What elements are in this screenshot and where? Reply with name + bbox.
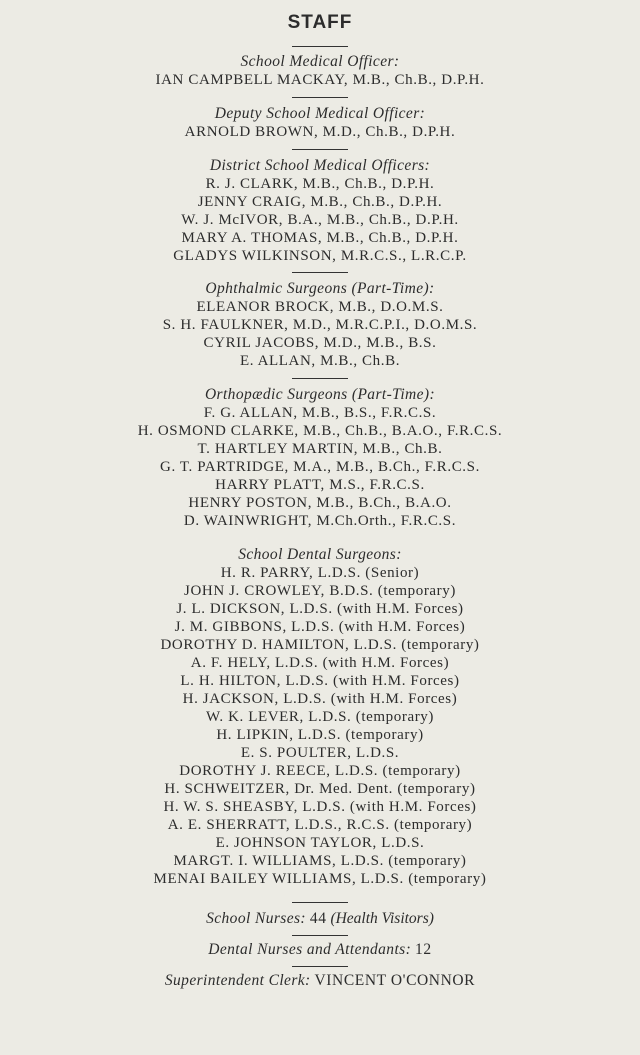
section-school-medical-officer: [0, 53, 640, 89]
section-heading: School Medical Officer:: [240, 53, 400, 70]
staff-entry: MENAI BAILEY WILLIAMS, L.D.S. (temporary): [153, 871, 487, 887]
staff-entry: HARRY PLATT, M.S., F.R.C.S.: [215, 477, 425, 493]
staff-entry: J. L. DICKSON, L.D.S. (with H.M. Forces): [176, 601, 464, 617]
divider: [292, 97, 348, 98]
divider: [292, 966, 348, 967]
school-nurses-label: School Nurses:: [206, 910, 306, 927]
staff-entry: L. H. HILTON, L.D.S. (with H.M. Forces): [180, 673, 460, 689]
staff-entry: A. E. SHERRATT, L.D.S., R.C.S. (temporary): [167, 817, 473, 833]
staff-entry: F. G. ALLAN, M.B., B.S., F.R.C.S.: [203, 405, 437, 421]
section-heading: Orthopædic Surgeons (Part-Time):: [204, 386, 436, 403]
dental-nurses-count: 12: [415, 941, 432, 958]
staff-entry: H. W. S. SHEASBY, L.D.S. (with H.M. Forces): [163, 799, 477, 815]
section-heading: School Dental Surgeons:: [238, 546, 402, 563]
divider: [292, 935, 348, 936]
divider: [292, 46, 348, 47]
section-orthopaedic-surgeons: [0, 386, 640, 530]
staff-entry: JENNY CRAIG, M.B., Ch.B., D.P.H.: [197, 194, 443, 210]
section-heading: Ophthalmic Surgeons (Part-Time):: [205, 280, 435, 297]
staff-entry: R. J. CLARK, M.B., Ch.B., D.P.H.: [205, 176, 435, 192]
staff-entry: ELEANOR BROCK, M.B., D.O.M.S.: [196, 299, 444, 315]
staff-entry: E. ALLAN, M.B., Ch.B.: [239, 353, 401, 369]
superintendent-clerk-name: VINCENT O'CONNOR: [314, 972, 476, 989]
staff-entry: H. SCHWEITZER, Dr. Med. Dent. (temporary): [164, 781, 476, 797]
staff-entry: DOROTHY D. HAMILTON, L.D.S. (temporary): [160, 637, 480, 653]
staff-entry: DOROTHY J. REECE, L.D.S. (temporary): [179, 763, 461, 779]
staff-entry: CYRIL JACOBS, M.D., M.B., B.S.: [203, 335, 437, 351]
divider: [292, 378, 348, 379]
staff-entry: W. J. McIVOR, B.A., M.B., Ch.B., D.P.H.: [181, 212, 459, 228]
staff-entry: A. F. HELY, L.D.S. (with H.M. Forces): [190, 655, 450, 671]
dental-nurses-line: [0, 940, 640, 960]
staff-entry: JOHN J. CROWLEY, B.D.S. (temporary): [184, 583, 456, 599]
staff-entry: G. T. PARTRIDGE, M.A., M.B., B.Ch., F.R.C.S.: [160, 459, 480, 475]
staff-entry: S. H. FAULKNER, M.D., M.R.C.P.I., D.O.M.S.: [162, 317, 478, 333]
staff-entry: ARNOLD BROWN, M.D., Ch.B., D.P.H.: [184, 124, 456, 140]
divider: [292, 149, 348, 150]
section-heading: District School Medical Officers:: [209, 157, 431, 174]
staff-entry: GLADYS WILKINSON, M.R.C.S., L.R.C.P.: [173, 248, 467, 264]
superintendent-clerk-line: [0, 971, 640, 991]
staff-entry: HENRY POSTON, M.B., B.Ch., B.A.O.: [188, 495, 452, 511]
staff-entry: D. WAINWRIGHT, M.Ch.Orth., F.R.C.S.: [183, 513, 457, 529]
section-deputy-medical-officer: [0, 105, 640, 141]
staff-entry: E. S. POULTER, L.D.S.: [240, 745, 400, 761]
page-title: STAFF: [287, 12, 353, 33]
divider: [292, 902, 348, 903]
staff-entry: H. JACKSON, L.D.S. (with H.M. Forces): [182, 691, 458, 707]
section-heading: Deputy School Medical Officer:: [214, 105, 426, 122]
superintendent-clerk-label: Superintendent Clerk:: [164, 972, 311, 989]
school-nurses-note: (Health Visitors): [330, 910, 434, 927]
section-district-medical-officers: [0, 157, 640, 265]
staff-entry: MARGT. I. WILLIAMS, L.D.S. (temporary): [173, 853, 467, 869]
staff-entry: T. HARTLEY MARTIN, M.B., Ch.B.: [197, 441, 443, 457]
school-nurses-line: [0, 909, 640, 929]
divider: [292, 272, 348, 273]
staff-entry: E. JOHNSON TAYLOR, L.D.S.: [215, 835, 425, 851]
staff-entry: H. R. PARRY, L.D.S. (Senior): [220, 565, 420, 581]
dental-nurses-label: Dental Nurses and Attendants:: [208, 941, 412, 958]
staff-entry: W. K. LEVER, L.D.S. (temporary): [205, 709, 434, 725]
section-ophthalmic-surgeons: [0, 280, 640, 370]
staff-entry: H. LIPKIN, L.D.S. (temporary): [216, 727, 424, 743]
section-dental-surgeons: [0, 546, 640, 888]
school-nurses-count: 44: [309, 910, 327, 927]
staff-entry: J. M. GIBBONS, L.D.S. (with H.M. Forces): [174, 619, 466, 635]
staff-entry: IAN CAMPBELL MACKAY, M.B., Ch.B., D.P.H.: [155, 72, 485, 88]
staff-entry: MARY A. THOMAS, M.B., Ch.B., D.P.H.: [181, 230, 459, 246]
staff-entry: H. OSMOND CLARKE, M.B., Ch.B., B.A.O., F.R.C.S.: [137, 423, 503, 439]
